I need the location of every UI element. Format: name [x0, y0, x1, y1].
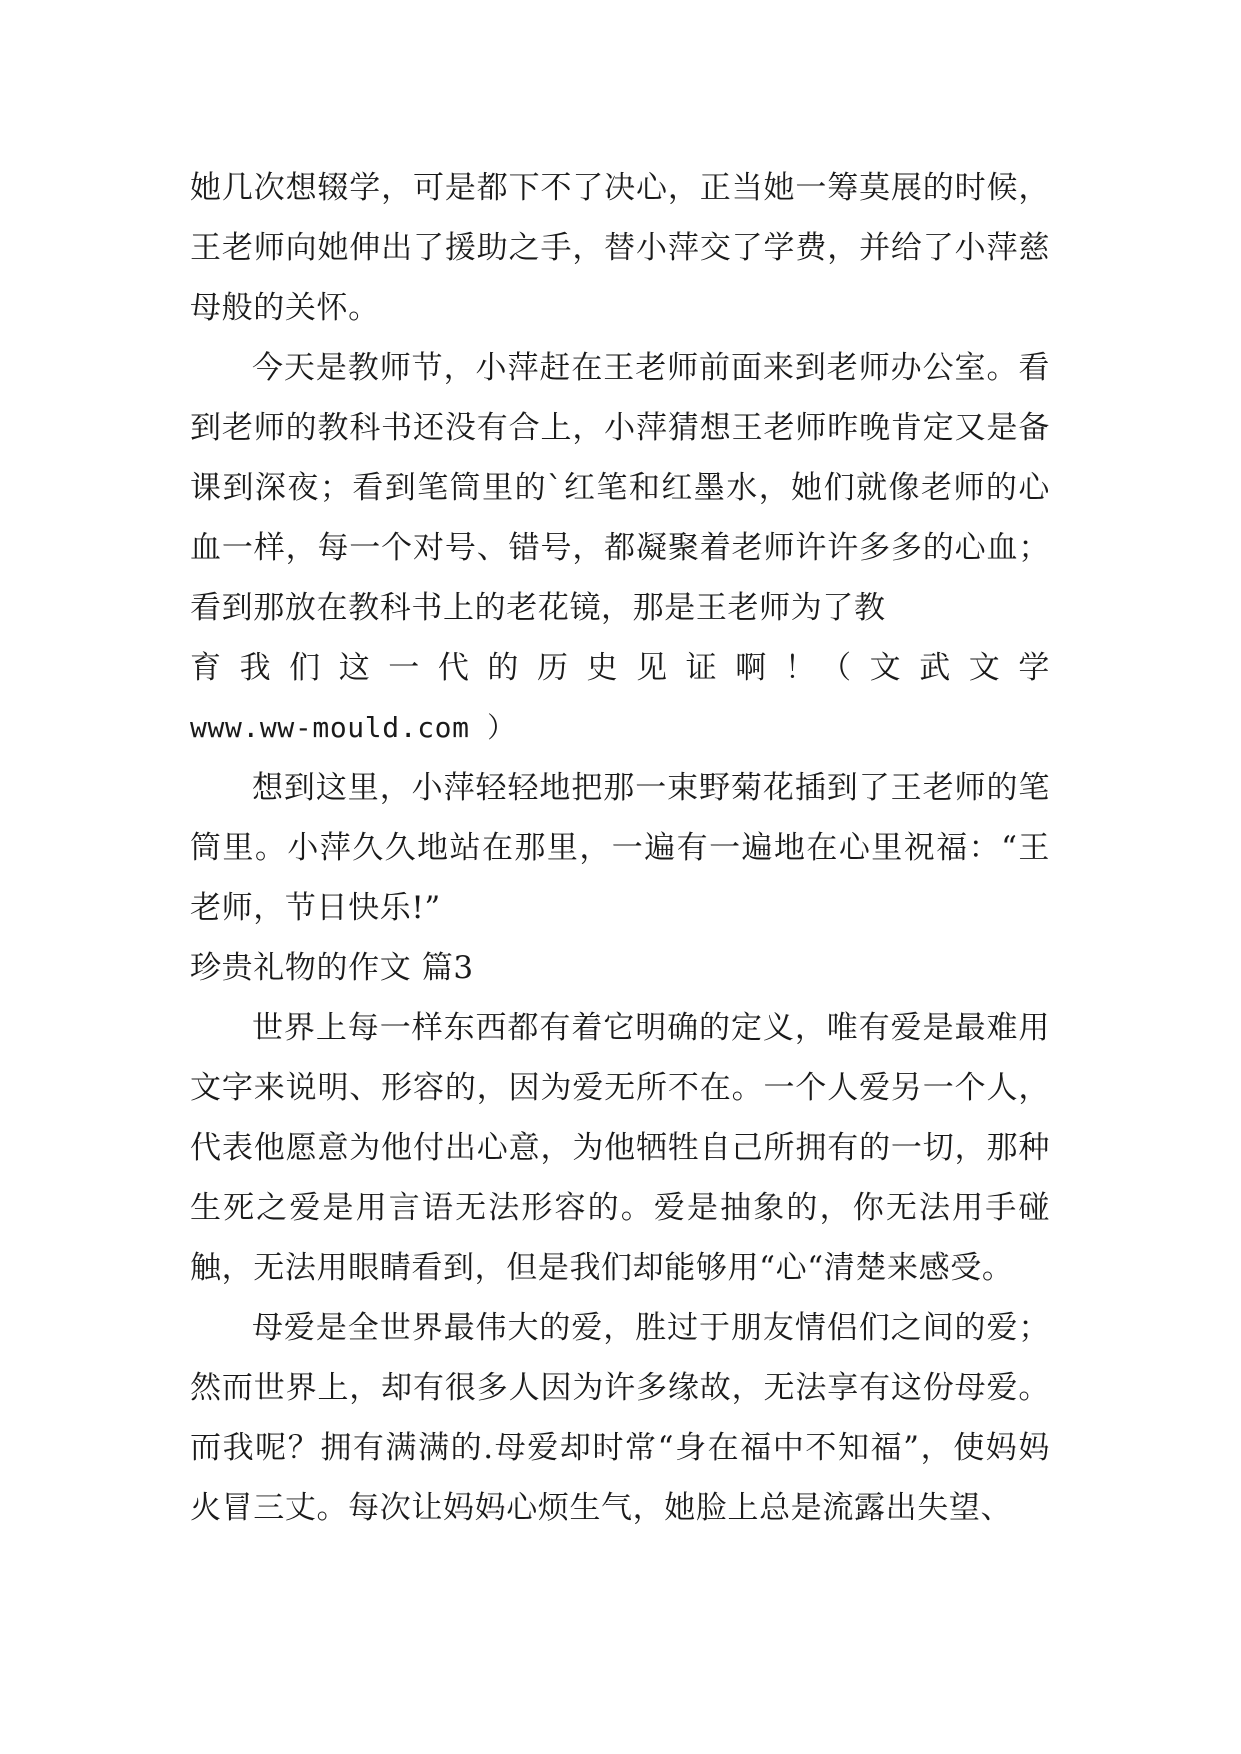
paragraph-continuation: 她几次想辍学，可是都下不了决心，正当她一筹莫展的时候，王老师向她伸出了援助之手，替小萍交了学费，并给了小萍慈母般的关怀。: [190, 170, 1050, 326]
paragraph-teachers-day: [190, 338, 1050, 758]
document-body: [190, 158, 1050, 1538]
paragraph-teachers-day-main: 今天是教师节，小萍赶在王老师前面来到老师办公室。看到老师的教科书还没有合上，小萍猜想王老师昨晚肯定又是备课到深夜；看到笔筒里的`红笔和红墨水，她们就像老师的心血一样，每一个对号、错号，都凝聚着老师许许多多的心血；看到那放在教科书上的老花镜，那是王老师为了教: [190, 350, 1050, 626]
paragraph-flowers: 想到这里，小萍轻轻地把那一束野菊花插到了王老师的笔筒里。小萍久久地站在那里，一遍有一遍地在心里祝福：“王老师，节日快乐!”: [190, 770, 1050, 926]
paragraph-teachers-day-spaced-line: 育 我 们 这 一 代 的 历 史 见 证 啊 ！（ 文 武 文 学: [190, 650, 1050, 686]
section-heading: 珍贵礼物的作文 篇3: [190, 950, 474, 986]
paragraph-love: 世界上每一样东西都有着它明确的定义，唯有爱是最难用文字来说明、形容的，因为爱无所不在。一个人爱另一个人，代表他愿意为他付出心意，为他牺牲自己所拥有的一切，那种生死之爱是用言语无法形容的。爱是抽象的，你无法用手碰触，无法用眼睛看到，但是我们却能够用“心“清楚来感受。: [190, 1010, 1050, 1286]
source-url-text: www.ww-mould.com ）: [190, 711, 516, 744]
paragraph-mother-love: 母爱是全世界最伟大的爱，胜过于朋友情侣们之间的爱；然而世界上，却有很多人因为许多缘故，无法享有这份母爱。而我呢？拥有满满的.母爱却时常“身在福中不知福”，使妈妈火冒三丈。每次让妈妈心烦生气，她脸上总是流露出失望、: [190, 1310, 1050, 1526]
